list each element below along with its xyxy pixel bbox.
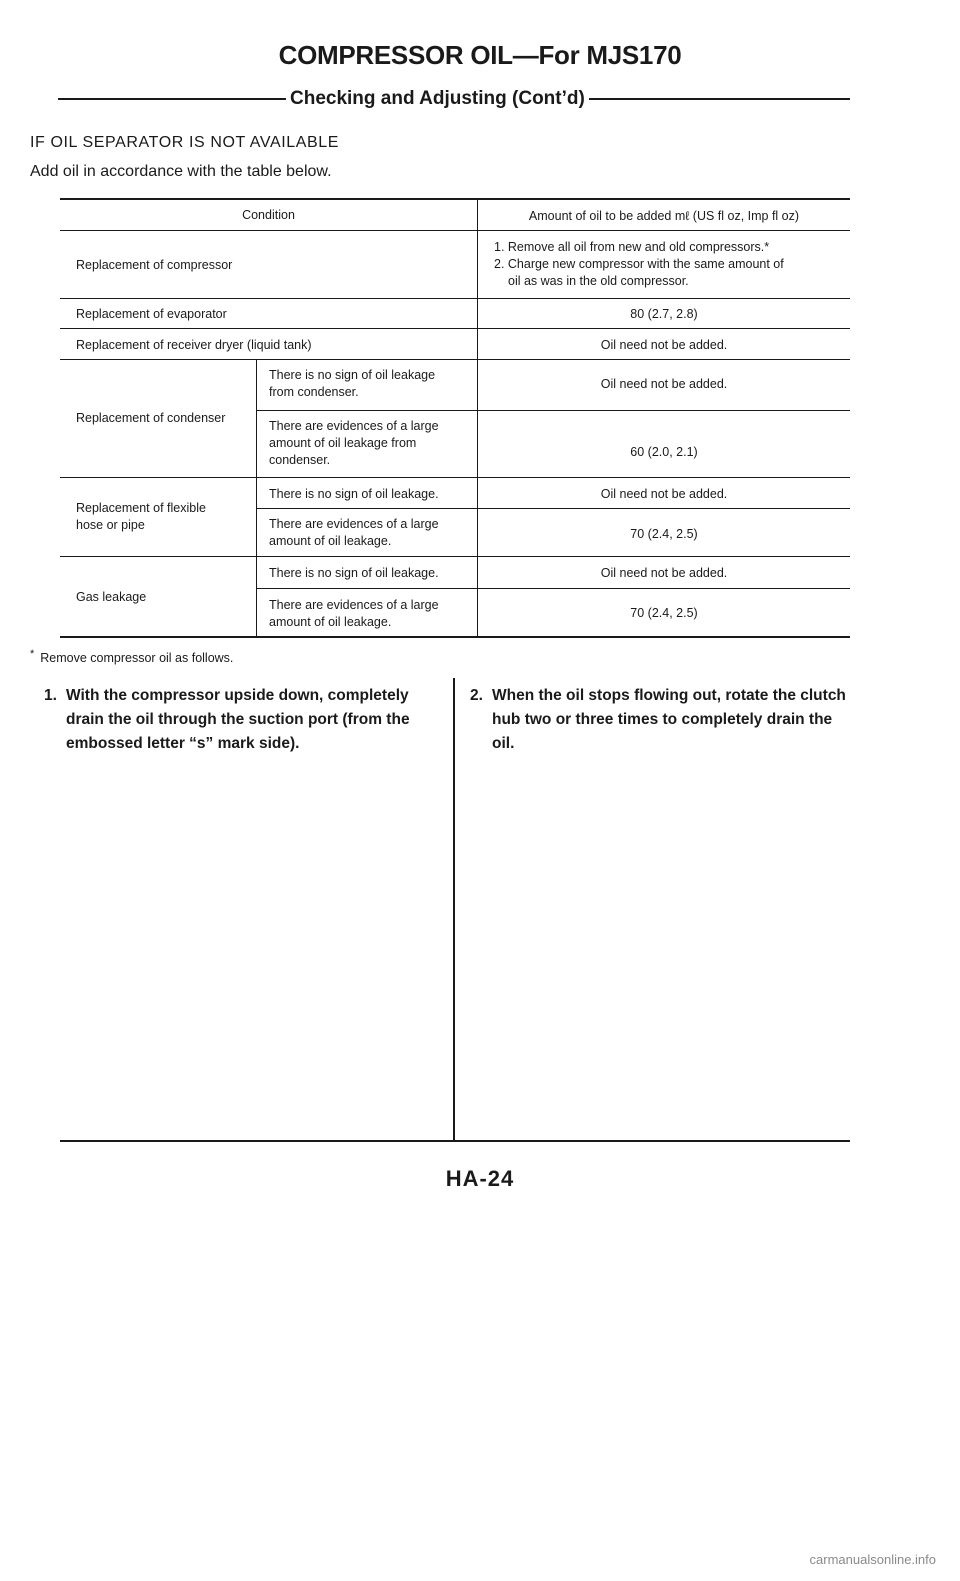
amount-hose-large-leak: 70 (2.4, 2.5) <box>630 527 698 541</box>
gas-large-leak: There are evidences of a large <box>269 598 439 612</box>
intro-text: Add oil in accordance with the table below. <box>30 163 332 180</box>
amount-condenser-no-leak: Oil need not be added. <box>600 377 728 391</box>
bottom-rule <box>60 1140 850 1142</box>
condition-receiver: Replacement of receiver dryer (liquid tank) <box>76 338 312 352</box>
section-heading: IF OIL SEPARATOR IS NOT AVAILABLE <box>30 134 340 151</box>
step-1 <box>44 684 436 756</box>
footnote <box>30 648 233 665</box>
subtitle-rule-left <box>58 98 286 100</box>
condition-compressor: Replacement of compressor <box>76 258 233 272</box>
condenser-large-leak: There are evidences of a large <box>269 419 439 433</box>
column-divider <box>453 678 455 1142</box>
table-rule-header <box>60 230 850 231</box>
footnote-text: Remove compressor oil as follows. <box>40 651 234 666</box>
table-rule-row <box>60 556 850 557</box>
watermark: carmanualsonline.info <box>809 1552 936 1567</box>
table-subcol-divider <box>256 359 257 638</box>
amount-compressor-step: 1. Remove all oil from new and old compressors.* <box>494 240 770 254</box>
step-text: When the oil stops flowing out, rotate the clutch hub two or three times to completely drain the oil. <box>492 687 846 752</box>
table-rule-subrow <box>256 508 850 509</box>
amount-compressor-step: oil as was in the old compressor. <box>508 274 689 288</box>
amount-receiver: Oil need not be added. <box>600 338 728 352</box>
table-rule-row <box>60 359 850 360</box>
table-rule-row <box>60 298 850 299</box>
amount-compressor-step: 2. Charge new compressor with the same amount of <box>494 257 784 271</box>
condenser-no-leak: from condenser. <box>269 385 359 399</box>
table-rule-subrow <box>256 588 850 589</box>
section-subtitle: Checking and Adjusting (Cont’d) <box>290 88 585 109</box>
header-amount: Amount of oil to be added mℓ (US fl oz, Imp fl oz) <box>528 209 800 223</box>
subtitle-rule-right <box>589 98 850 100</box>
gas-no-leak: There is no sign of oil leakage. <box>269 566 439 580</box>
condenser-large-leak: condenser. <box>269 453 331 467</box>
amount-gas-large-leak: 70 (2.4, 2.5) <box>630 606 698 620</box>
table-rule-subrow <box>256 410 850 411</box>
table-rule-row <box>60 328 850 329</box>
table-rule-top <box>60 198 850 200</box>
footnote-mark: * <box>30 648 35 660</box>
page-title: COMPRESSOR OIL—For MJS170 <box>278 40 682 70</box>
condition-condenser: Replacement of condenser <box>76 411 226 425</box>
amount-hose-no-leak: Oil need not be added. <box>600 487 728 501</box>
gas-large-leak: amount of oil leakage. <box>269 615 392 629</box>
condition-evaporator: Replacement of evaporator <box>76 307 227 321</box>
condenser-large-leak: amount of oil leakage from <box>269 436 417 450</box>
condition-hose: hose or pipe <box>76 518 145 532</box>
step-text: With the compressor upside down, completely drain the oil through the suction port (from the embossed letter “s” mark side). <box>66 687 410 752</box>
condition-hose: Replacement of flexible <box>76 501 206 515</box>
page-number: HA-24 <box>445 1166 515 1191</box>
amount-evaporator: 80 (2.7, 2.8) <box>630 307 698 321</box>
hose-large-leak: There are evidences of a large <box>269 517 439 531</box>
table-rule-row <box>60 477 850 478</box>
step-number: 1. <box>44 687 57 704</box>
hose-large-leak: amount of oil leakage. <box>269 534 392 548</box>
step-number: 2. <box>470 687 483 704</box>
condition-gas: Gas leakage <box>76 590 147 604</box>
table-rule-bottom <box>60 636 850 638</box>
header-condition: Condition <box>242 208 295 222</box>
condenser-no-leak: There is no sign of oil leakage <box>269 368 436 382</box>
amount-condenser-large-leak: 60 (2.0, 2.1) <box>630 445 698 459</box>
step-2 <box>470 684 850 756</box>
hose-no-leak: There is no sign of oil leakage. <box>269 487 439 501</box>
amount-gas-no-leak: Oil need not be added. <box>600 566 728 580</box>
subtitle-row <box>58 86 850 112</box>
